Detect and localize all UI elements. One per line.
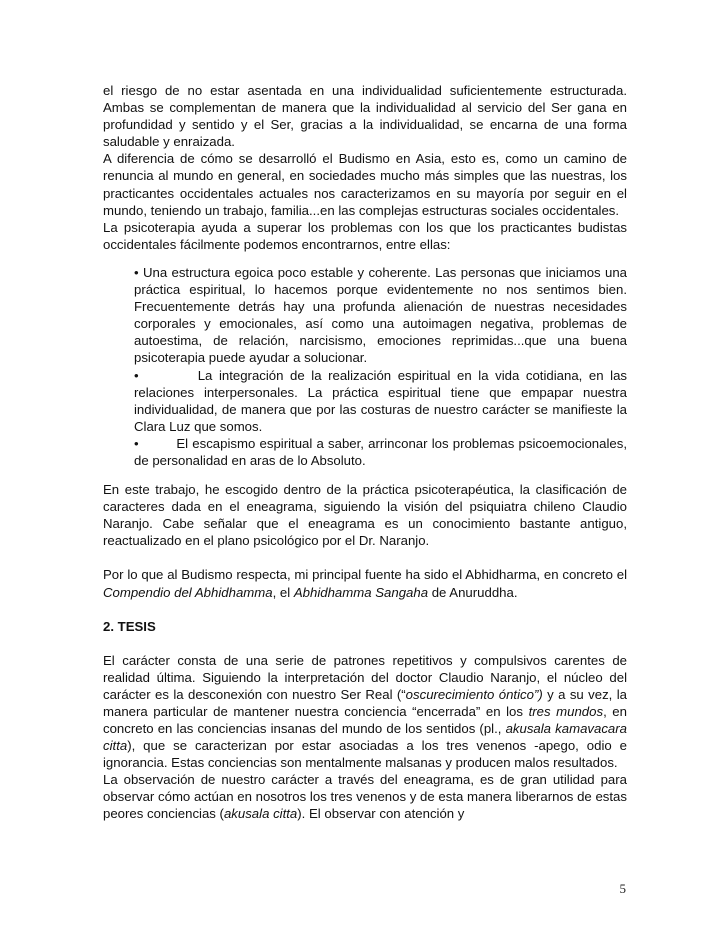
paragraph-gap xyxy=(103,635,627,652)
list-item: • La integración de la realización espiritual en la vida cotidiana, en las relaciones interpersonales. La práctica espiritual tiene que empapar nuestra individualidad, de manera que por las costuras de nuestro carácter se manifieste la Clara Luz que somos. xyxy=(134,367,627,434)
text-run: ). El observar con atención y xyxy=(297,806,465,822)
paragraph-abhidharma xyxy=(103,566,627,600)
italic-term: akusala citta xyxy=(223,806,298,822)
text-run: Por lo que al Budismo respecta, mi principal fuente ha sido el Abhidharma, en concreto el xyxy=(103,567,627,583)
italic-term: akusala kamavacara citta xyxy=(103,721,627,754)
paragraph-tesis xyxy=(103,652,627,772)
text-run: , el xyxy=(272,584,294,600)
section-heading: 2. TESIS xyxy=(103,618,156,634)
text-run: y a su vez, la manera particular de mantener nuestra conciencia “encerrada” en los xyxy=(103,686,627,719)
problems-list xyxy=(134,264,627,469)
text-run: El carácter consta de una serie de patrones repetitivos y compulsivos carentes de realidad última. Siguiendo la interpretación del doctor Claudio Naranjo, el núcleo del carácter es la desconexión con nuestro Ser Real (“ xyxy=(103,652,627,702)
text-run: de Anuruddha. xyxy=(428,584,518,600)
paragraph-eneagrama: En este trabajo, he escogido dentro de la práctica psicoterapéutica, la clasificación de caracteres dada en el eneagrama, siguiendo la visión del psiquiatra chileno Claudio Naranjo. Cabe señalar que el eneagrama es un conocimiento bastante antiguo, reactualizado en el plano psicológico por el Dr. Naranjo. xyxy=(103,482,627,549)
list-item: • El escapismo espiritual a saber, arrinconar los problemas psicoemocionales, de personalidad en aras de lo Absoluto. xyxy=(134,435,627,468)
text-run: ), que se caracterizan por estar asociadas a los tres venenos -apego, odio e ignorancia. Estas conciencias son mentalmente malsanas y producen malos resultados. xyxy=(103,738,627,771)
page-body xyxy=(103,82,627,823)
paragraph-psicoterapia: La psicoterapia ayuda a superar los problemas con los que los practicantes budistas occidentales fácilmente podemos encontrarnos, entre ellas: xyxy=(103,219,627,252)
paragraph-gap xyxy=(103,549,627,566)
book-title: Abhidhamma Sangaha xyxy=(293,584,429,600)
text-run: La observación de nuestro carácter a través del eneagrama, es de gran utilidad para observar cómo actúan en nosotros los tres venenos y de esta manera liberarnos de estas peores conciencias ( xyxy=(103,772,627,822)
text-run: , en concreto en las conciencias insanas del mundo de los sentidos (pl., xyxy=(103,703,627,736)
italic-term: oscurecimiento óntico”) xyxy=(405,686,543,702)
paragraph-budismo-asia: A diferencia de cómo se desarrolló el Budismo en Asia, esto es, como un camino de renuncia al mundo en general, en sociedades mucho más simples que las nuestras, los practicantes occidentales actuales nos caracterizamos en su mayoría por seguir en el mundo, teniendo un trabajo, familia...en las complejas estructuras sociales occidentales. xyxy=(103,151,627,218)
italic-term: tres mundos xyxy=(528,703,604,719)
list-item: • Una estructura egoica poco estable y coherente. Las personas que iniciamos una práctica espiritual, lo hacemos porque evidentemente no nos sentimos bien. Frecuentemente detrás hay una profunda alienación de nuestras necesidades corporales y emocionales, así como una autoimagen negativa, problemas de autoestima, de relación, narcisismo, emociones reprimidas...que una buena psicoterapia puede ayudar a solucionar. xyxy=(134,264,627,366)
paragraph-gap xyxy=(103,601,627,618)
paragraph-observacion xyxy=(103,771,627,822)
book-title: Compendio del Abhidhamma xyxy=(103,584,273,600)
page-number: 5 xyxy=(619,881,626,896)
paragraph-individualidad: el riesgo de no estar asentada en una individualidad suficientemente estructurada. Ambas se complementan de manera que la individualidad al servicio del Ser gana en profundidad y sentido y el Ser, gracias a la individualidad, se encarna de una forma saludable y enraizada. xyxy=(103,83,627,150)
